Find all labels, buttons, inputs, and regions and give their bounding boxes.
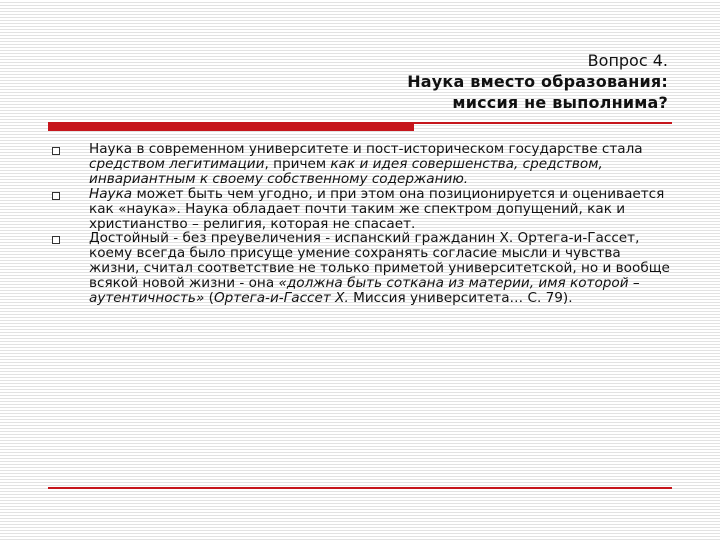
title-heading-line2: миссия не выполнима?: [452, 93, 668, 112]
bullet-text: Достойный - без преувеличения - испанский гражданин Х. Ортега-и-Гассет, коему всегда было присуще умение сохранять согласие мысли и чувства жизни, считал соответствие не только приметой университетской, но и вообще всякой новой жизни - она «должна быть соткана из материи, имя которой – аутентичность» (Ортега-и-Гассет Х. Миссия университета… С. 79).: [89, 230, 670, 307]
square-bullet-icon: [52, 236, 60, 244]
list-item: [48, 187, 672, 232]
square-bullet-icon: [52, 192, 60, 200]
slide-title: [407, 50, 668, 113]
bottom-divider-line: [48, 487, 672, 489]
top-accent-bar: [48, 124, 414, 131]
list-item: [48, 231, 672, 306]
title-heading-line1: Наука вместо образования:: [407, 72, 668, 91]
square-bullet-icon: [52, 147, 60, 155]
bullet-text: Наука может быть чем угодно, и при этом она позиционируется и оценивается как «наука». Наука обладает почти таким же спектром допущений, как и христианство – религия, которая не спасает.: [89, 185, 665, 232]
title-question-number: Вопрос 4.: [587, 51, 668, 70]
bullet-text: Наука в современном университете и пост-историческом государстве стала средством легитимации, причем как и идея совершенства, средством, инвариантным к своему собственному содержанию.: [89, 141, 643, 187]
bullet-list: [48, 142, 672, 306]
list-item: [48, 142, 672, 187]
